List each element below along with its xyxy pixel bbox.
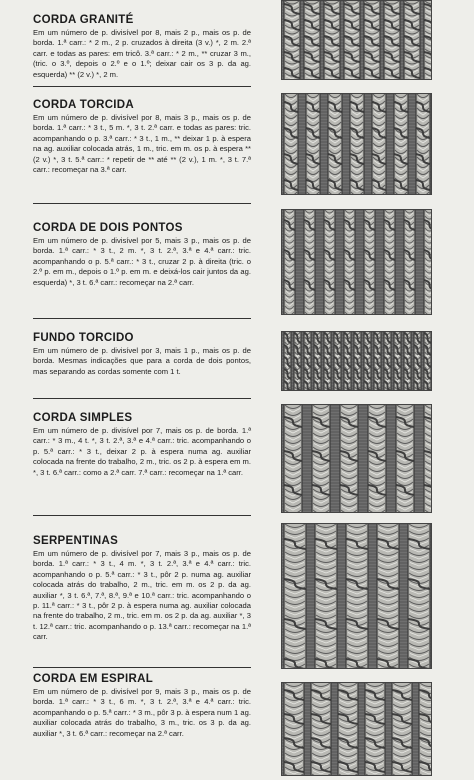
swatch-photo-granite [281,0,432,80]
entry-body: Em um número de p. divisível por 9, mais 3 p., mais os p. de borda. 1.ª carr.: * 3 t., 6 m. *, 3 t. 2.ª, 3.ª e 4.ª carr.: tric. acompanhando o p. 5.ª carr.: * 3 m., pôr 3 p. à espera num 1 ag. auxiliar colocada atrás do trabalho, 3 m., tric. os 3 p. da ag. auxiliar *, 3 t. 6.ª carr.: recomeçar na 2.ª carr. [33,687,251,738]
swatch-photo-simple [281,404,432,513]
swatch-photo-twisted [281,93,432,195]
swatch-photo-spiral [281,682,432,776]
entry-title: CORDA EM ESPIRAL [33,673,154,685]
divider [33,667,251,668]
entry-title: CORDA DE DOIS PONTOS [33,222,183,234]
entry-serpentinas [33,535,251,643]
entry-body: Em um número de p. divisível por 7, mais os p. de borda. 1.ª carr.: * 3 m., 4 t. *, 3 t. 2.ª, 3.ª e 4.ª carr.: tric. acompanhando o p. 5.ª carr.: * 3 t., deixar 2 p. à espera numa ag. auxiliar colocada na frente do trabalho, 2 m., tric. os 2 p. à espera em m. *, 3 t. 6.ª carr.: como a 2.ª carr. 7.ª carr.: recomeçar na 1.ª carr. [33,426,251,477]
entry-fundo-torcido [33,332,251,377]
entry-body: Em um número de p. divisível por 8, mais 3 p., mais os p. de borda. 1.ª carr.: * 3 t., 5 m. *, 3 t. 2.ª carr. e todas as pares: tric. acompanhando o p. 3.ª carr.: * 3 t., 1 m., ** deixar 1 p. à espera na ag. auxiliar colocada atrás, 1 m., tric. em m. os p. à espera ** (2 v.) *, 3 t. 5.ª carr.: * repetir de ** até ** (2 v.), 1 m. *, 3 t. 7.ª carr.: recomeçar na 3.ª carr. [33,113,251,175]
divider [33,86,251,87]
entry-title: CORDA TORCIDA [33,99,135,111]
entry-corda-granite [33,14,251,80]
entry-title: CORDA SIMPLES [33,412,133,424]
swatch-photo-two-stitch [281,209,432,315]
swatch-photo-serpentine [281,523,432,669]
divider [33,515,251,516]
entry-title: FUNDO TORCIDO [33,332,134,344]
entry-body: Em um número de p. divisível por 7, mais 3 p., mais os p. de borda. 1.ª carr.: * 3 t., 4 m. *, 3 t. 2.ª, 3.ª e 4.ª carr.: tric. acompanhando o p. 5.ª carr.: * 3 t., pôr 2 p. numa ag. auxiliar colocada atrás do trabalho, 2 m., tric. em m. os 2 p. da ag. auxiliar *, 3 t. 6.ª, 7.ª, 8.ª, 9.ª e 10.ª carr.: tric. acompanhando o p. 11.ª carr.: * 3 t., pôr 2 p. à espera numa ag. auxiliar colocada na frente do trabalho, 2 m., tric. em m. os 2 p. da ag. auxiliar *, 3 t. 12.ª carr.: tric. acompanhando o p. 13.ª carr.: recomeçar na 1.ª carr. [33,549,251,642]
entry-title: SERPENTINAS [33,535,119,547]
entry-title: CORDA GRANITÉ [33,14,134,26]
entry-corda-em-espiral [33,673,251,739]
entry-corda-torcida [33,99,251,175]
entry-corda-simples [33,412,251,478]
swatch-photo-twisted-ground [281,331,432,391]
entry-body: Em um número de p. divisível por 8, mais 2 p., mais os p. de borda. 1.ª carr.: * 2 m., 2 p. cruzados à direita (3 v.) *, 2 m. 2.ª carr. e todas as pares: em tricô. 3.ª carr.: * 2 m., ** cruzar 3 m., (tric. o 3.º, depois o 2.º e o 1.º; deixar cair os 3 p. da ag. esquerda) ** (2 v.) *, 2 m. [33,28,251,79]
entry-corda-de-dois-pontos [33,222,251,288]
divider [33,318,251,319]
entry-body: Em um número de p. divisível por 5, mais 3 p., mais os p. de borda. 1.ª carr.: * 3 t., 2 m. *, 3 t. 2.ª, 3.ª e 4.ª carr.: tric. acompanhando o p. 5.ª carr.: * 3 t., cruzar 2 p. à direita (tric. o 2.º p. em m., depois o 1.º p. em m. e deixá-los cair juntos da ag. esquerda) *, 3 t. 6.ª carr.: recomeçar na 2.ª carr. [33,236,251,287]
divider [33,398,251,399]
divider [33,203,251,204]
entry-body: Em um número de p. divisível por 3, mais 1 p., mais os p. de borda. Mesmas indicações que para a corda de dois pontos, mas separando as cordas somente com 1 t. [33,346,251,376]
